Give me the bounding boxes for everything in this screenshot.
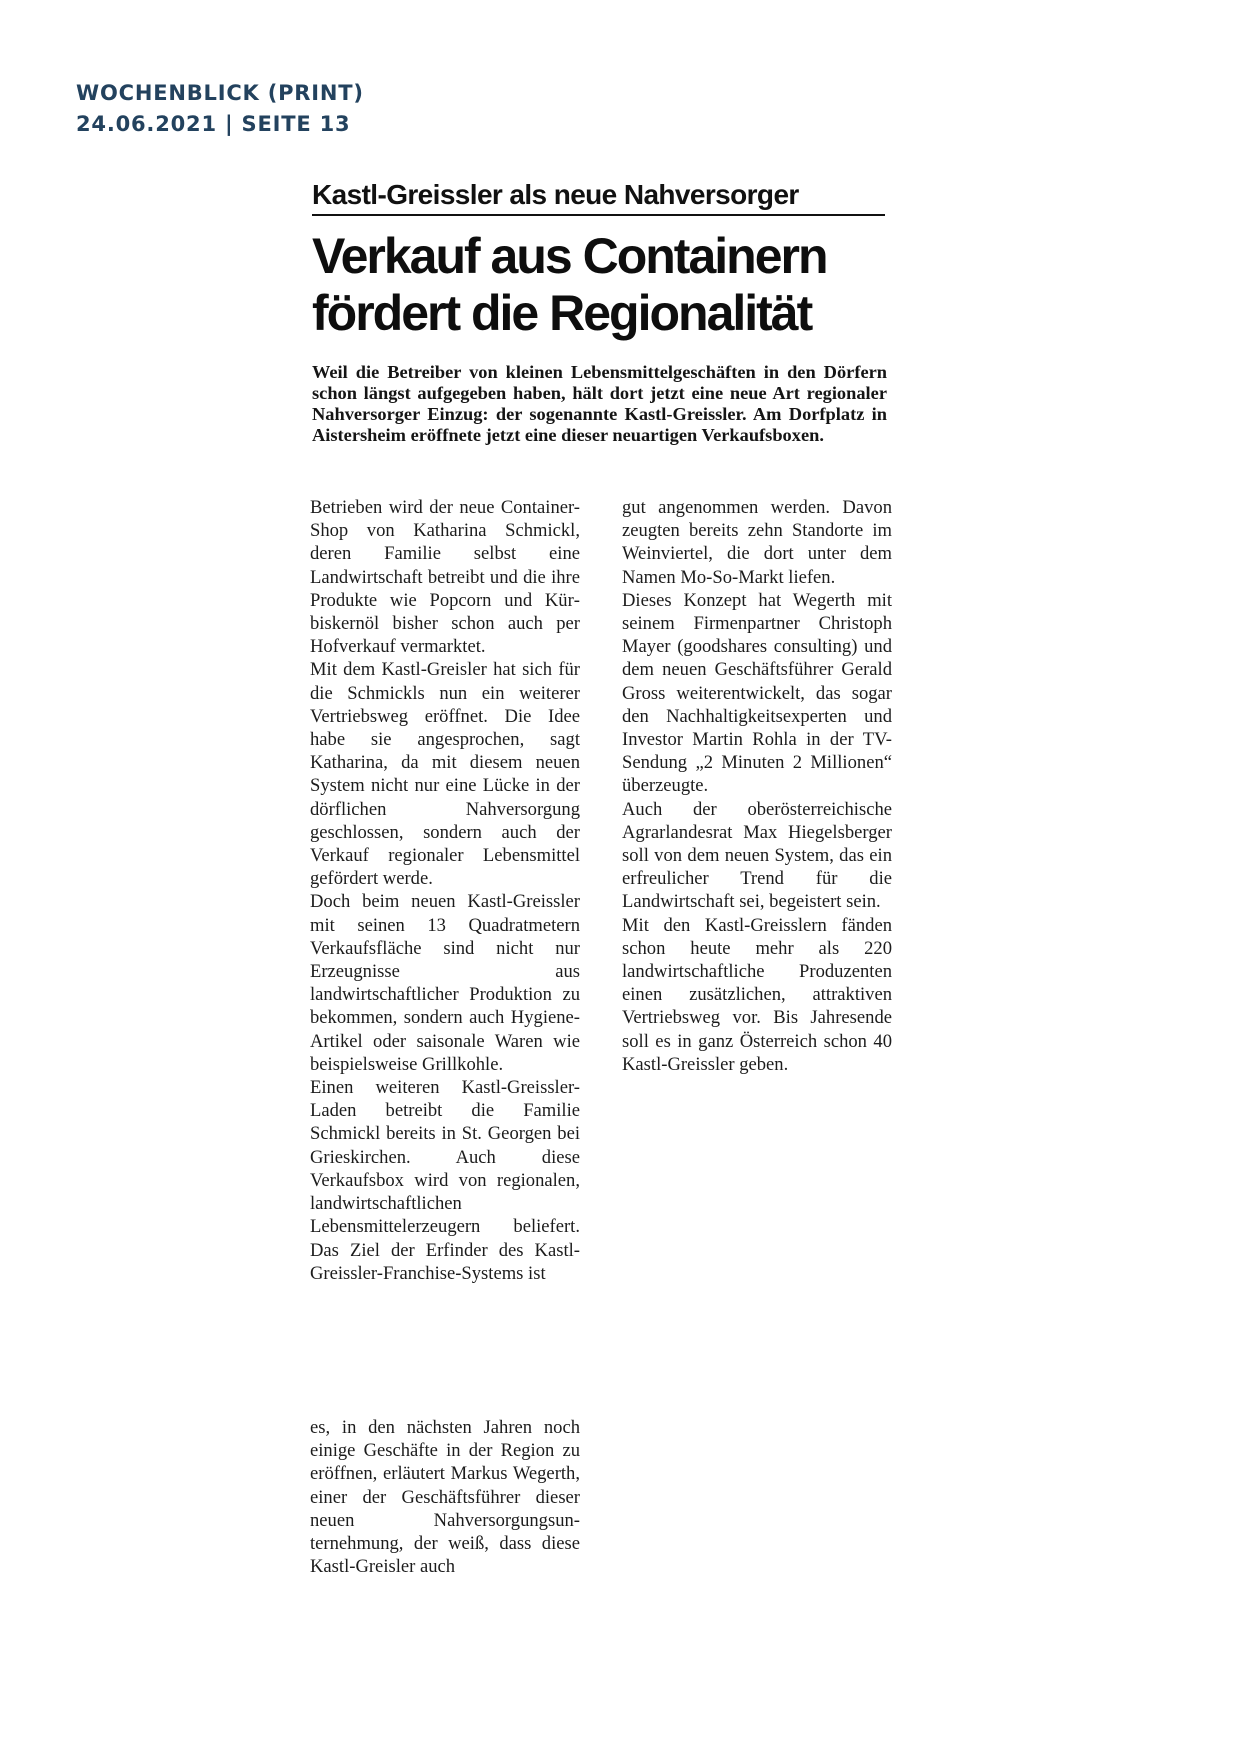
body-paragraph: Doch beim neuen Kastl-Greissler mit seinen 13 Quadratmetern Verkaufsfläche sind nicht nur Erzeugnisse aus landwirtschaftlicher Produktion zu bekommen, sondern auch Hygiene-Artikel oder saisonale Waren wie beispielsweise Grillkohle. [310,891,580,1075]
body-paragraph: Auch der oberösterreichische Agrarlandesrat Max Hiegelsberger soll von dem neuen System, das ein erfreulicher Trend für die Landwirtschaft sei, begeistert sein. [622,798,892,913]
article-lead: Weil die Betreiber von kleinen Lebensmittelgeschäften in den Dörfern schon längst aufgegeben haben, hält dort jetzt eine neue Art regionaler Nahversorger Einzug: der sogenannte Kastl-Greissler. Am Dorfplatz in Aistersheim eröffnete jetzt eine dieser neuartigen Verkaufsboxen. [312,362,887,445]
kicker-underline [312,214,885,216]
body-paragraph: gut angenommen werden. Davon zeugten bereits zehn Standorte im Weinviertel, die dort unter dem Namen Mo-So-Markt liefen. [622,497,892,588]
headline-line-1: Verkauf aus Containern [312,228,827,284]
headline-line-2: fördert die Regionalität [312,285,812,341]
body-column-left-lower [310,1416,580,1578]
publication-date-page: 24.06.2021 | SEITE 13 [76,112,351,136]
body-paragraph: Betrieben wird der neue Container-Shop von Katharina Schmickl, deren Familie selbst eine Landwirtschaft betreibt und die ihre Produkte wie Popcorn und Kürbiskernöl bisher schon auch per Hofverkauf vermarktet. [310,497,580,658]
publication-name: WOCHENBLICK (PRINT) [76,81,364,105]
body-paragraph: Mit den Kastl-Greisslern fänden schon heute mehr als 220 landwirtschaftliche Produzenten einen zusätzlichen, attraktiven Vertriebsweg vor. Bis Jahresende soll es in ganz Österreich schon 40 Kastl-Greissler geben. [622,914,892,1075]
body-column-left-upper [310,496,580,1285]
body-paragraph: es, in den nächsten Jahren noch einige Geschäfte in der Region zu eröffnen, erläutert Markus Wegerth, einer der Geschäftsführer dieser neuen Nahversorgungsunternehmung, der weiß, dass diese Kastl-Greisler auch [310,1417,580,1578]
body-paragraph: Dieses Konzept hat Wegerth mit seinem Firmenpartner Christoph Mayer (goodshares consulting) und dem neuen Geschäftsführer Gerald Gross weiterentwickelt, das sogar den Nachhaltigkeitsexperten und Investor Martin Rohla in der TV-Sendung „2 Minuten 2 Millionen“ überzeugte. [622,589,892,797]
body-paragraph: Mit dem Kastl-Greisler hat sich für die Schmickls nun ein weiterer Vertriebsweg eröffnet. Die Idee habe sie angesprochen, sagt Katharina, da mit diesem neuen System nicht nur eine Lücke in der dörflichen Nahversorgung geschlossen, sondern auch der Verkauf regionaler Lebensmittel gefördert werde. [310,659,580,890]
article-kicker: Kastl-Greissler als neue Nahversorger [312,179,799,210]
article-headline [312,228,897,342]
body-column-right [622,496,892,1076]
source-header [76,78,364,140]
body-paragraph: Einen weiteren Kastl-Greissler-Laden betreibt die Familie Schmickl bereits in St. Georgen bei Grieskirchen. Auch diese Verkaufsbox wird von regionalen, landwirtschaftlichen Lebensmittelerzeugern beliefert. Das Ziel der Erfinder des Kastl-Greissler-Franchise-Systems ist [310,1077,580,1284]
